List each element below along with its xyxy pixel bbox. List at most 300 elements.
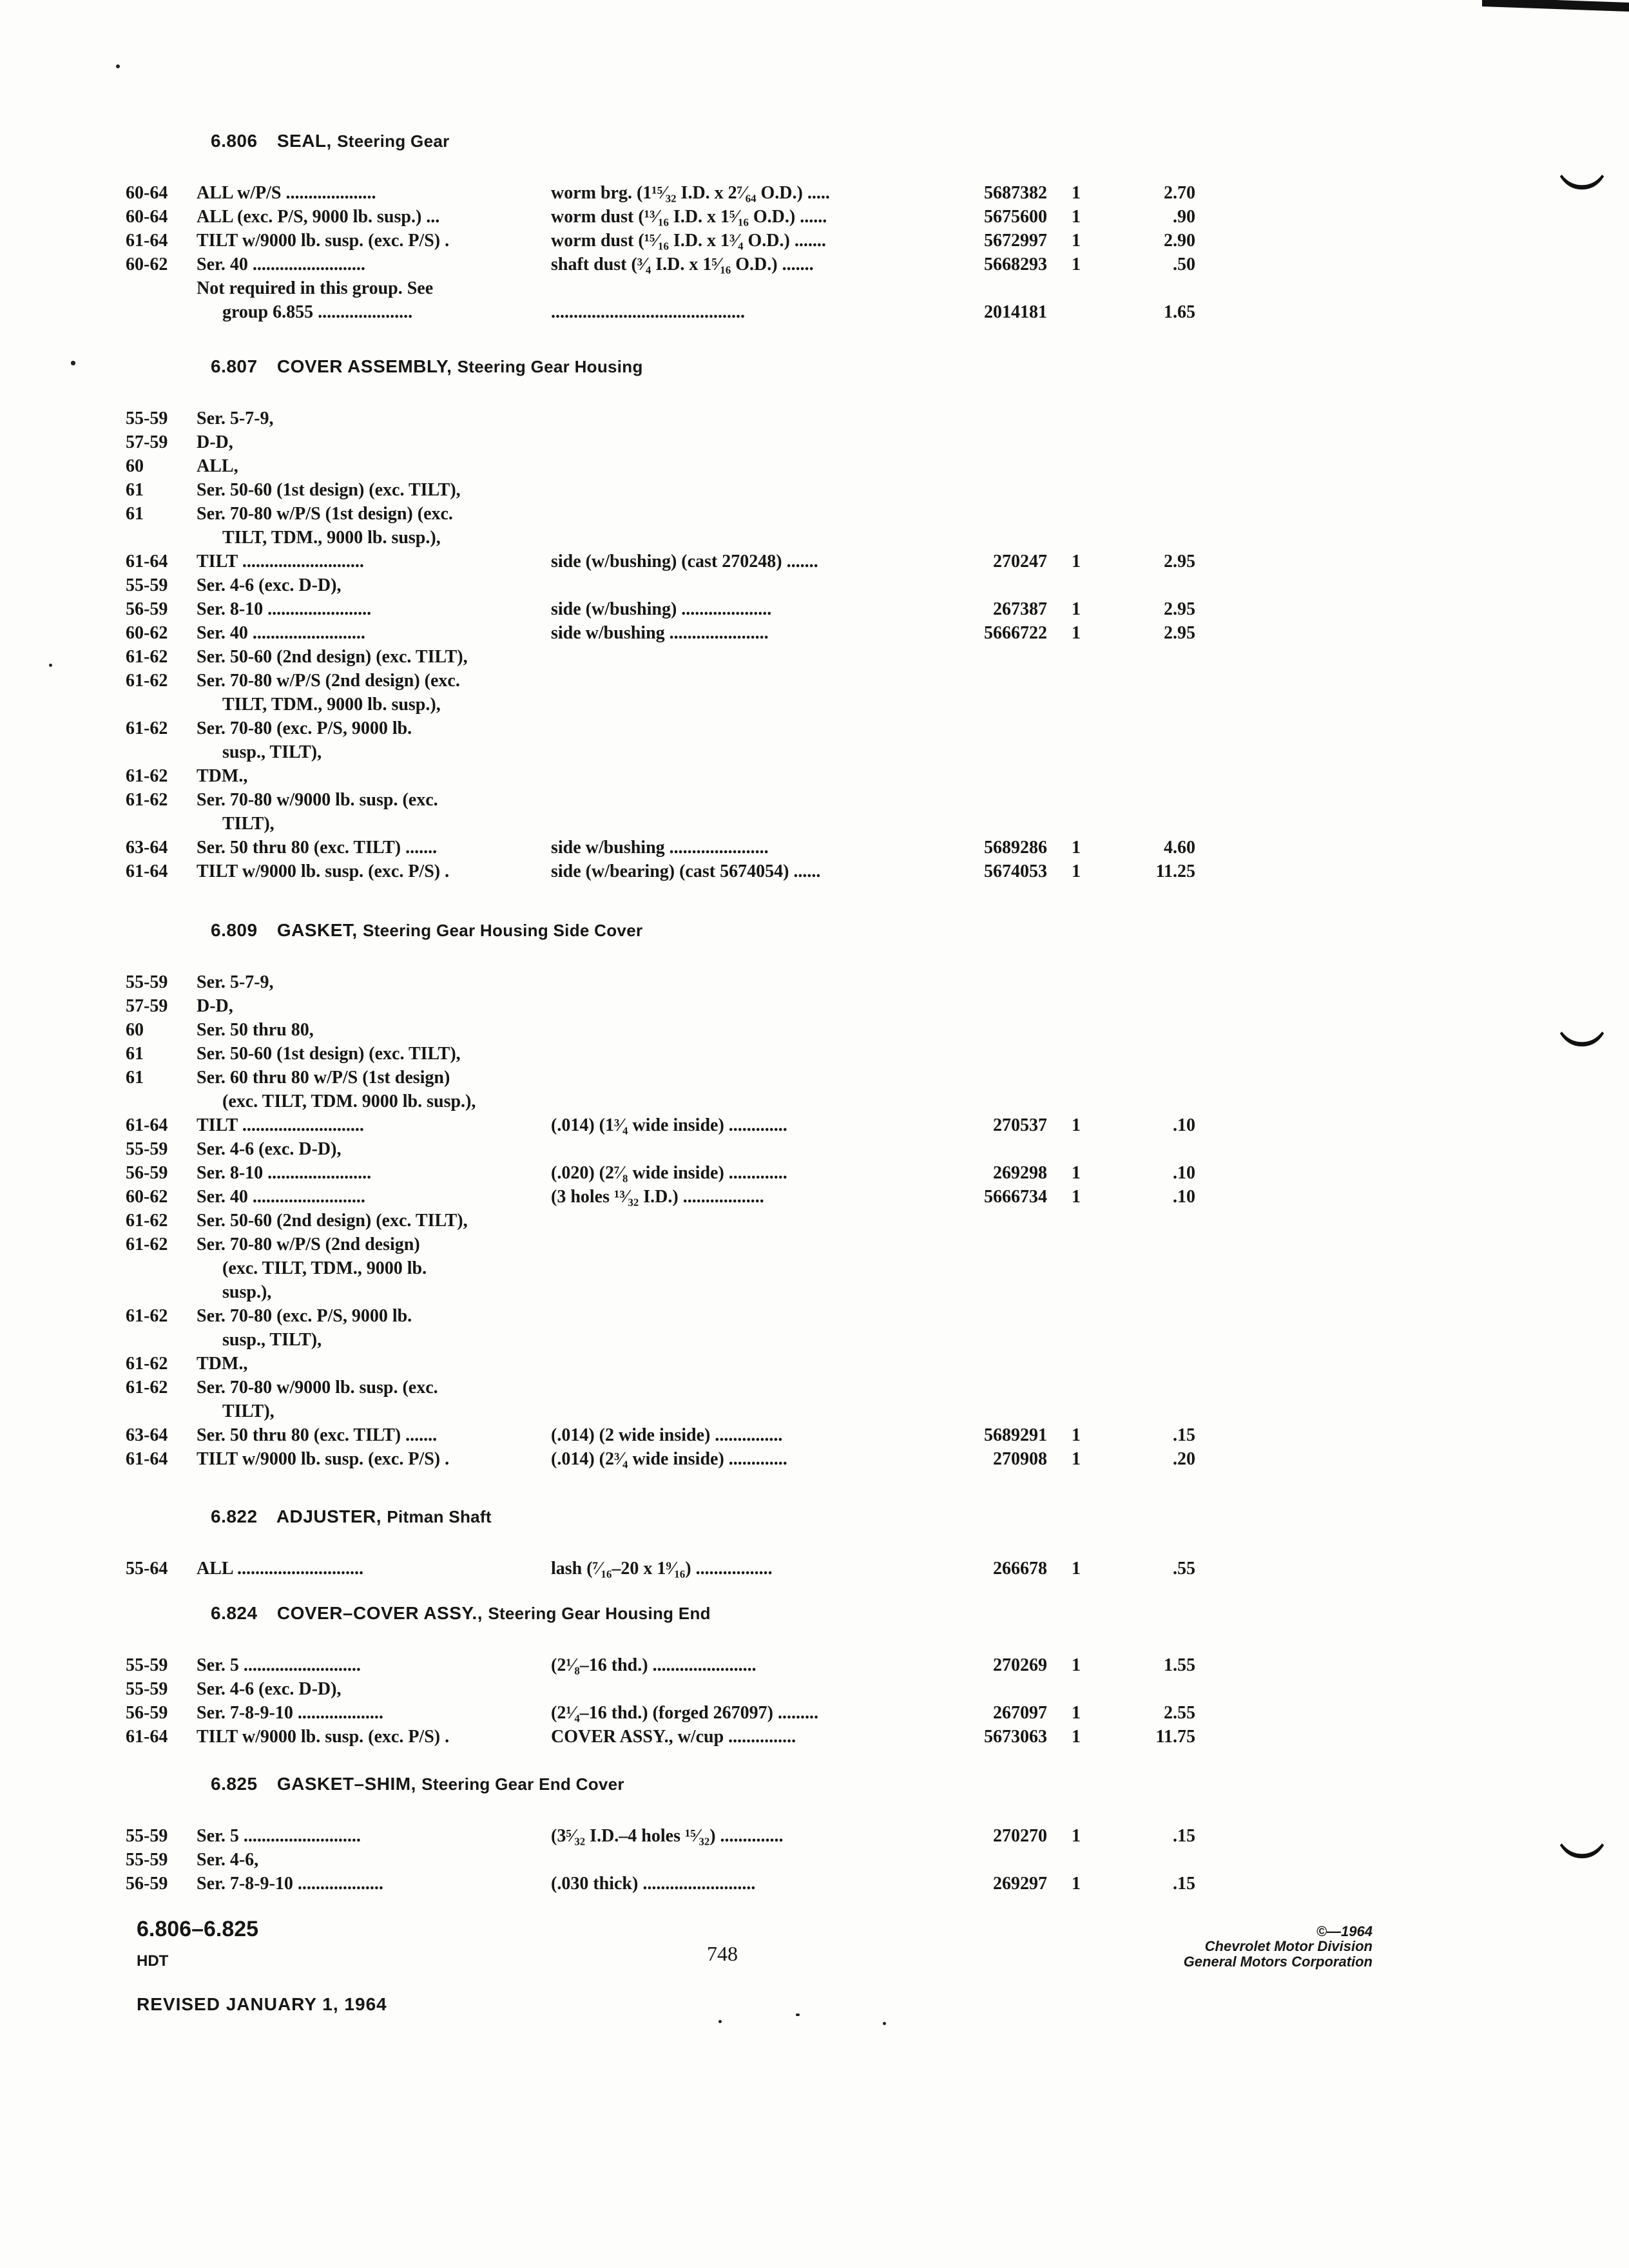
model-years: 60-64 bbox=[126, 207, 168, 227]
quantity: 1 bbox=[1072, 1187, 1081, 1207]
list-price: .10 bbox=[1173, 1187, 1195, 1207]
application: TILT w/9000 lb. susp. (exc. P/S) . bbox=[197, 861, 450, 881]
list-price bbox=[1105, 478, 1195, 502]
quantity bbox=[1047, 1376, 1105, 1399]
model-years bbox=[126, 1399, 197, 1423]
quantity bbox=[1047, 1328, 1105, 1352]
table-row bbox=[126, 645, 1318, 669]
list-price: .15 bbox=[1173, 1826, 1195, 1846]
quantity bbox=[1047, 764, 1105, 788]
application: ALL w/P/S .................... bbox=[197, 183, 376, 203]
table-row bbox=[126, 1824, 1318, 1848]
part-description bbox=[551, 716, 963, 740]
application: Ser. 5 .......................... bbox=[197, 1826, 361, 1846]
application: Ser. 7-8-9-10 ................... bbox=[197, 1703, 383, 1723]
quantity bbox=[1047, 788, 1105, 812]
application: susp., TILT), bbox=[222, 1330, 322, 1350]
application: TILT, TDM., 9000 lb. susp.), bbox=[222, 695, 441, 715]
list-price: 2.70 bbox=[1164, 183, 1195, 203]
quantity: 1 bbox=[1072, 231, 1081, 251]
part-number bbox=[963, 1848, 1047, 1872]
table-row bbox=[126, 1042, 1318, 1066]
part-number bbox=[963, 430, 1047, 454]
part-description: (3⁵⁄₃₂ I.D.–4 holes ¹⁵⁄₃₂) .............. bbox=[551, 1826, 784, 1846]
table-row bbox=[126, 1209, 1318, 1233]
part-number bbox=[963, 740, 1047, 764]
application: D-D, bbox=[197, 432, 233, 452]
quantity: 1 bbox=[1072, 599, 1081, 619]
quantity: 1 bbox=[1072, 1874, 1081, 1894]
list-price bbox=[1105, 1066, 1195, 1090]
application: Ser. 70-80 w/P/S (2nd design) bbox=[197, 1235, 420, 1254]
list-price: 2.95 bbox=[1164, 552, 1195, 572]
quantity bbox=[1047, 1280, 1105, 1304]
quantity bbox=[1047, 1090, 1105, 1113]
model-years: 61-62 bbox=[126, 1354, 168, 1374]
list-price bbox=[1105, 1328, 1195, 1352]
part-number: 5668293 bbox=[984, 255, 1047, 274]
application: Ser. 40 ......................... bbox=[197, 255, 365, 274]
application: Ser. 50 thru 80 (exc. TILT) ....... bbox=[197, 1425, 438, 1445]
part-description bbox=[551, 1280, 963, 1304]
part-number bbox=[963, 454, 1047, 478]
application: Not required in this group. See bbox=[197, 278, 434, 298]
model-years: 57-59 bbox=[126, 996, 168, 1016]
model-years: 57-59 bbox=[126, 432, 168, 452]
scan-margin-mark: ︶ bbox=[1559, 1840, 1605, 1892]
table-row bbox=[126, 621, 1318, 645]
list-price bbox=[1105, 407, 1195, 430]
part-description bbox=[551, 1399, 963, 1423]
quantity: 1 bbox=[1072, 255, 1081, 274]
application: ALL ............................ bbox=[197, 1559, 364, 1579]
application: Ser. 8-10 ....................... bbox=[197, 599, 372, 619]
section-6822 bbox=[126, 1501, 1318, 1581]
model-years: 61-64 bbox=[126, 231, 168, 251]
part-number: 2014181 bbox=[984, 302, 1047, 322]
quantity: 1 bbox=[1072, 1163, 1081, 1183]
table-row bbox=[126, 550, 1318, 573]
list-price bbox=[1105, 454, 1195, 478]
section-6806 bbox=[126, 126, 1318, 324]
model-years: 55-59 bbox=[126, 1826, 168, 1846]
list-price bbox=[1105, 812, 1195, 836]
list-price bbox=[1105, 1018, 1195, 1042]
part-description: side (w/bushing) (cast 270248) ....... bbox=[551, 552, 818, 572]
application: Ser. 50 thru 80, bbox=[197, 1020, 314, 1040]
application: susp., TILT), bbox=[222, 742, 322, 762]
part-description bbox=[551, 740, 963, 764]
quantity: 1 bbox=[1072, 552, 1081, 572]
application: Ser. 70-80 w/P/S (2nd design) (exc. bbox=[197, 671, 460, 691]
section-title: GASKET–SHIM, bbox=[276, 1774, 416, 1794]
list-price bbox=[1105, 1137, 1195, 1161]
table-row bbox=[126, 526, 1318, 550]
table-row bbox=[126, 1113, 1318, 1137]
quantity bbox=[1047, 812, 1105, 836]
table-row bbox=[126, 716, 1318, 740]
part-number bbox=[963, 407, 1047, 430]
part-number: 270269 bbox=[993, 1655, 1047, 1675]
application: ALL, bbox=[197, 456, 238, 476]
application: Ser. 70-80 w/P/S (1st design) (exc. bbox=[197, 504, 453, 524]
section-title: ADJUSTER, bbox=[276, 1506, 382, 1526]
model-years: 55-59 bbox=[126, 1655, 168, 1675]
model-years: 61-62 bbox=[126, 1378, 168, 1398]
list-price bbox=[1105, 645, 1195, 669]
quantity bbox=[1047, 478, 1105, 502]
part-description: (.014) (2³⁄₄ wide inside) ............. bbox=[551, 1449, 787, 1469]
section-code: 6.825 bbox=[211, 1774, 258, 1794]
model-years: 55-59 bbox=[126, 1139, 168, 1159]
model-years: 61 bbox=[126, 1044, 144, 1064]
list-price: .90 bbox=[1173, 207, 1195, 227]
part-number: 5666722 bbox=[984, 623, 1047, 643]
table-row bbox=[126, 1872, 1318, 1896]
quantity bbox=[1047, 1399, 1105, 1423]
application: susp.), bbox=[222, 1282, 272, 1302]
quantity bbox=[1047, 276, 1105, 300]
part-number: 269298 bbox=[993, 1163, 1047, 1183]
table-row bbox=[126, 1233, 1318, 1256]
table-row bbox=[126, 229, 1318, 253]
table-row bbox=[126, 1256, 1318, 1280]
application: TILT), bbox=[222, 814, 275, 834]
part-description bbox=[551, 1137, 963, 1161]
series-code: HDT bbox=[137, 1952, 169, 1970]
section-heading bbox=[211, 1769, 1318, 1800]
part-description: (2¹⁄₈–16 thd.) ....................... bbox=[551, 1655, 757, 1675]
part-number bbox=[963, 1256, 1047, 1280]
part-description: ........................................... bbox=[551, 302, 745, 322]
list-price bbox=[1105, 1399, 1195, 1423]
application: Ser. 50 thru 80 (exc. TILT) ....... bbox=[197, 838, 438, 858]
section-heading bbox=[211, 1501, 1318, 1532]
application: Ser. 5 .......................... bbox=[197, 1655, 361, 1675]
scan-speck bbox=[49, 664, 52, 667]
parts-table bbox=[126, 1557, 1318, 1581]
application: Ser. 4-6 (exc. D-D), bbox=[197, 575, 342, 595]
model-years: 61 bbox=[126, 480, 144, 500]
part-description bbox=[551, 1042, 963, 1066]
application: ALL (exc. P/S, 9000 lb. susp.) ... bbox=[197, 207, 440, 227]
part-description bbox=[551, 1066, 963, 1090]
part-number bbox=[963, 812, 1047, 836]
table-row bbox=[126, 1185, 1318, 1209]
part-description bbox=[551, 407, 963, 430]
part-description bbox=[551, 994, 963, 1018]
model-years: 61-62 bbox=[126, 766, 168, 786]
list-price bbox=[1105, 573, 1195, 597]
list-price bbox=[1105, 693, 1195, 716]
application: Ser. 7-8-9-10 ................... bbox=[197, 1874, 383, 1894]
table-row bbox=[126, 1090, 1318, 1113]
part-description bbox=[551, 788, 963, 812]
quantity bbox=[1047, 1677, 1105, 1701]
part-description bbox=[551, 1209, 963, 1233]
model-years: 60-62 bbox=[126, 255, 168, 274]
section-6825 bbox=[126, 1769, 1318, 1896]
part-number bbox=[963, 573, 1047, 597]
model-years: 61-64 bbox=[126, 1449, 168, 1469]
table-row bbox=[126, 669, 1318, 693]
part-number bbox=[963, 1233, 1047, 1256]
quantity: 1 bbox=[1072, 1449, 1081, 1469]
list-price bbox=[1105, 970, 1195, 994]
part-description bbox=[551, 1233, 963, 1256]
quantity bbox=[1047, 1066, 1105, 1090]
model-years: 61-64 bbox=[126, 1727, 168, 1747]
table-row bbox=[126, 1376, 1318, 1399]
part-number: 5666734 bbox=[984, 1187, 1047, 1207]
copyright: ©—1964 bbox=[1316, 1923, 1373, 1939]
section-subtitle: Steering Gear Housing bbox=[457, 357, 643, 376]
part-number bbox=[963, 970, 1047, 994]
list-price bbox=[1105, 430, 1195, 454]
application: Ser. 4-6 (exc. D-D), bbox=[197, 1679, 342, 1699]
part-number bbox=[963, 1137, 1047, 1161]
quantity bbox=[1047, 454, 1105, 478]
application: Ser. 50-60 (2nd design) (exc. TILT), bbox=[197, 647, 468, 667]
quantity bbox=[1047, 1848, 1105, 1872]
model-years: 55-59 bbox=[126, 1850, 168, 1870]
model-years bbox=[126, 300, 197, 324]
application: TILT, TDM., 9000 lb. susp.), bbox=[222, 528, 441, 548]
list-price bbox=[1105, 1280, 1195, 1304]
part-number: 269297 bbox=[993, 1874, 1047, 1894]
scan-speck bbox=[71, 361, 75, 365]
application: TDM., bbox=[197, 1354, 248, 1374]
quantity bbox=[1047, 300, 1105, 324]
table-row bbox=[126, 407, 1318, 430]
part-description: worm brg. (1¹⁵⁄₃₂ I.D. x 2⁷⁄₆₄ O.D.) ..... bbox=[551, 183, 830, 203]
list-price: 2.90 bbox=[1164, 231, 1195, 251]
part-number: 267387 bbox=[993, 599, 1047, 619]
section-title: COVER ASSEMBLY, bbox=[276, 356, 452, 376]
part-description bbox=[551, 1848, 963, 1872]
part-description: (.014) (1³⁄₄ wide inside) ............. bbox=[551, 1115, 787, 1135]
model-years: 63-64 bbox=[126, 838, 168, 858]
part-number: 270908 bbox=[993, 1449, 1047, 1469]
list-price bbox=[1105, 276, 1195, 300]
section-title: COVER–COVER ASSY., bbox=[276, 1603, 483, 1623]
model-years: 61-62 bbox=[126, 718, 168, 738]
list-price: .15 bbox=[1173, 1874, 1195, 1894]
quantity: 1 bbox=[1072, 623, 1081, 643]
table-row bbox=[126, 1066, 1318, 1090]
part-description: (.030 thick) ......................... bbox=[551, 1874, 756, 1894]
table-row bbox=[126, 573, 1318, 597]
part-description: (2¹⁄₄–16 thd.) (forged 267097) ......... bbox=[551, 1703, 818, 1723]
section-subtitle: Steering Gear Housing End bbox=[488, 1604, 711, 1623]
part-description: (.020) (2⁷⁄₈ wide inside) ............. bbox=[551, 1163, 787, 1183]
table-row bbox=[126, 994, 1318, 1018]
quantity bbox=[1047, 526, 1105, 550]
table-row bbox=[126, 597, 1318, 621]
quantity: 1 bbox=[1072, 1703, 1081, 1723]
part-description bbox=[551, 454, 963, 478]
part-description bbox=[551, 573, 963, 597]
quantity bbox=[1047, 430, 1105, 454]
list-price: 1.65 bbox=[1164, 302, 1195, 322]
part-description bbox=[551, 502, 963, 526]
quantity bbox=[1047, 573, 1105, 597]
list-price bbox=[1105, 1352, 1195, 1376]
section-heading bbox=[211, 915, 1318, 946]
part-description bbox=[551, 1018, 963, 1042]
model-years: 61-62 bbox=[126, 1235, 168, 1254]
part-description bbox=[551, 1090, 963, 1113]
list-price: .15 bbox=[1173, 1425, 1195, 1445]
application: TDM., bbox=[197, 766, 248, 786]
quantity bbox=[1047, 1352, 1105, 1376]
table-row bbox=[126, 276, 1318, 300]
table-row bbox=[126, 1399, 1318, 1423]
application: TILT ........................... bbox=[197, 552, 364, 572]
part-number bbox=[963, 502, 1047, 526]
part-description bbox=[551, 764, 963, 788]
part-number: 5672997 bbox=[984, 231, 1047, 251]
application: Ser. 50-60 (1st design) (exc. TILT), bbox=[197, 1044, 461, 1064]
section-6809 bbox=[126, 915, 1318, 1471]
quantity bbox=[1047, 1304, 1105, 1328]
application: Ser. 40 ......................... bbox=[197, 623, 365, 643]
list-price: .55 bbox=[1173, 1559, 1195, 1579]
quantity bbox=[1047, 693, 1105, 716]
section-code: 6.824 bbox=[211, 1603, 258, 1623]
part-description bbox=[551, 812, 963, 836]
model-years: 55-64 bbox=[126, 1559, 168, 1579]
table-row bbox=[126, 1677, 1318, 1701]
group-range: 6.806–6.825 bbox=[137, 1917, 259, 1941]
model-years: 56-59 bbox=[126, 1163, 168, 1183]
section-subtitle: Steering Gear bbox=[337, 131, 450, 151]
list-price bbox=[1105, 1304, 1195, 1328]
model-years: 55-59 bbox=[126, 972, 168, 992]
part-number bbox=[963, 1066, 1047, 1090]
application: Ser. 60 thru 80 w/P/S (1st design) bbox=[197, 1068, 450, 1088]
application: Ser. 70-80 w/9000 lb. susp. (exc. bbox=[197, 790, 438, 810]
part-description bbox=[551, 645, 963, 669]
scan-speck bbox=[883, 2022, 886, 2025]
list-price bbox=[1105, 994, 1195, 1018]
table-row bbox=[126, 1447, 1318, 1471]
model-years: 61-62 bbox=[126, 790, 168, 810]
scan-speck bbox=[796, 2013, 800, 2016]
model-years bbox=[126, 693, 197, 716]
section-code: 6.807 bbox=[211, 356, 258, 376]
model-years bbox=[126, 1256, 197, 1280]
section-heading bbox=[211, 1598, 1318, 1629]
part-description bbox=[551, 430, 963, 454]
list-price bbox=[1105, 1233, 1195, 1256]
application: (exc. TILT, TDM. 9000 lb. susp.), bbox=[222, 1091, 476, 1111]
part-number: 270247 bbox=[993, 552, 1047, 572]
table-row bbox=[126, 253, 1318, 276]
table-row bbox=[126, 502, 1318, 526]
part-description bbox=[551, 1352, 963, 1376]
part-description bbox=[551, 276, 963, 300]
parts-table bbox=[126, 407, 1318, 883]
model-years bbox=[126, 276, 197, 300]
list-price bbox=[1105, 1376, 1195, 1399]
table-row bbox=[126, 300, 1318, 324]
part-number bbox=[963, 693, 1047, 716]
list-price: 1.55 bbox=[1164, 1655, 1195, 1675]
application: Ser. 4-6 (exc. D-D), bbox=[197, 1139, 342, 1159]
list-price bbox=[1105, 526, 1195, 550]
application: Ser. 50-60 (1st design) (exc. TILT), bbox=[197, 480, 461, 500]
quantity: 1 bbox=[1072, 1826, 1081, 1846]
list-price bbox=[1105, 1256, 1195, 1280]
table-row bbox=[126, 205, 1318, 229]
quantity: 1 bbox=[1072, 207, 1081, 227]
scan-margin-mark: ︶ bbox=[1559, 1028, 1605, 1081]
model-years bbox=[126, 1280, 197, 1304]
model-years: 60 bbox=[126, 456, 144, 476]
part-description bbox=[551, 526, 963, 550]
part-number bbox=[963, 276, 1047, 300]
list-price bbox=[1105, 1848, 1195, 1872]
model-years: 61-62 bbox=[126, 1211, 168, 1231]
part-number bbox=[963, 1280, 1047, 1304]
list-price: .50 bbox=[1173, 255, 1195, 274]
division-name: Chevrolet Motor Division bbox=[1204, 1938, 1373, 1954]
part-number bbox=[963, 1209, 1047, 1233]
quantity bbox=[1047, 716, 1105, 740]
part-number bbox=[963, 1042, 1047, 1066]
list-price: 4.60 bbox=[1164, 838, 1195, 858]
application: TILT ........................... bbox=[197, 1115, 364, 1135]
model-years bbox=[126, 1328, 197, 1352]
part-number bbox=[963, 1376, 1047, 1399]
part-description: (3 holes ¹³⁄₃₂ I.D.) .................. bbox=[551, 1187, 764, 1207]
part-description: shaft dust (³⁄₄ I.D. x 1⁵⁄₁₆ O.D.) ....... bbox=[551, 255, 814, 274]
list-price bbox=[1105, 764, 1195, 788]
application: TILT w/9000 lb. susp. (exc. P/S) . bbox=[197, 1449, 450, 1469]
part-number: 5687382 bbox=[984, 183, 1047, 203]
model-years: 60-62 bbox=[126, 1187, 168, 1207]
part-number bbox=[963, 526, 1047, 550]
part-number bbox=[963, 1018, 1047, 1042]
model-years: 56-59 bbox=[126, 1703, 168, 1723]
section-heading bbox=[211, 351, 1318, 382]
model-years: 56-59 bbox=[126, 599, 168, 619]
part-description bbox=[551, 1256, 963, 1280]
parts-table bbox=[126, 1824, 1318, 1896]
table-row bbox=[126, 454, 1318, 478]
part-description: worm dust (¹³⁄₁₆ I.D. x 1⁵⁄₁₆ O.D.) ...... bbox=[551, 207, 827, 227]
quantity bbox=[1047, 970, 1105, 994]
model-years: 55-59 bbox=[126, 575, 168, 595]
table-row bbox=[126, 1161, 1318, 1185]
parts-table bbox=[126, 181, 1318, 324]
part-description: side (w/bearing) (cast 5674054) ...... bbox=[551, 861, 821, 881]
model-years bbox=[126, 526, 197, 550]
part-number: 5673063 bbox=[984, 1727, 1047, 1747]
application: (exc. TILT, TDM., 9000 lb. bbox=[222, 1258, 427, 1278]
section-6807 bbox=[126, 351, 1318, 883]
quantity bbox=[1047, 407, 1105, 430]
list-price: .20 bbox=[1173, 1449, 1195, 1469]
part-description: side (w/bushing) .................... bbox=[551, 599, 772, 619]
model-years: 61-64 bbox=[126, 552, 168, 572]
quantity: 1 bbox=[1072, 1115, 1081, 1135]
part-number bbox=[963, 1677, 1047, 1701]
list-price bbox=[1105, 1042, 1195, 1066]
model-years: 61-64 bbox=[126, 861, 168, 881]
part-description: COVER ASSY., w/cup ............... bbox=[551, 1727, 796, 1747]
